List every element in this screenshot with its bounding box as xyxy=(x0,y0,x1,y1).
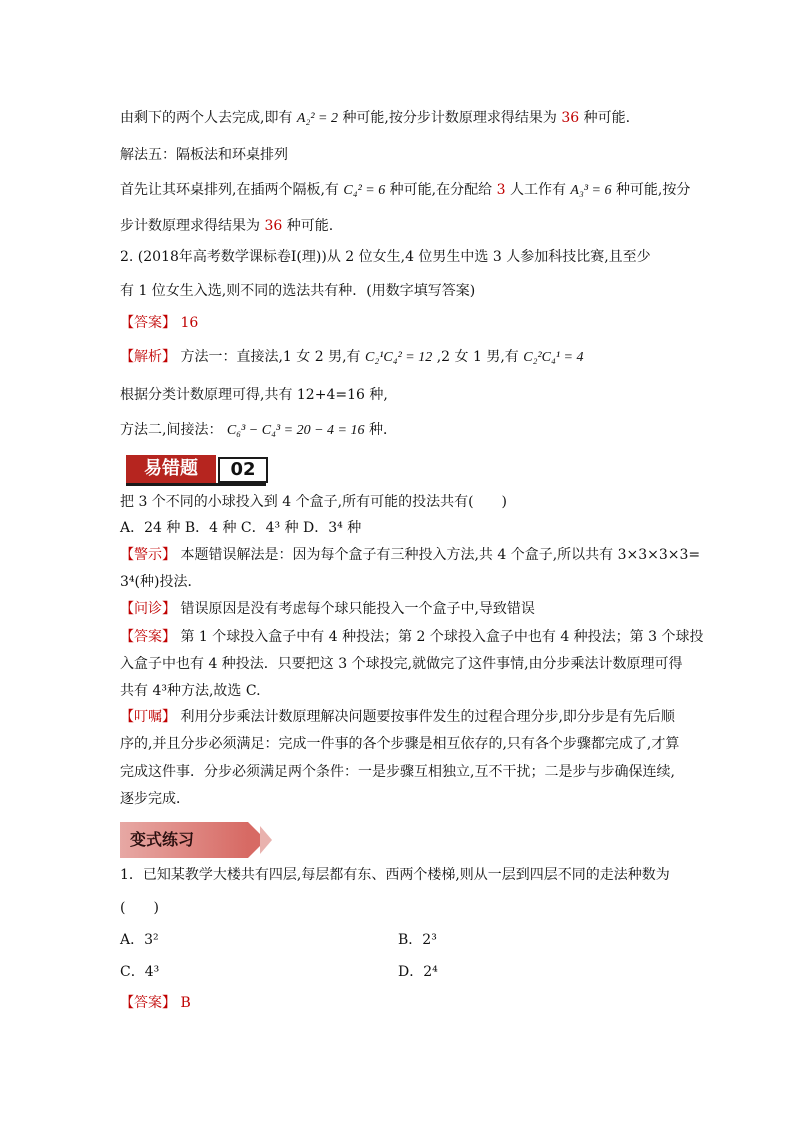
text-segment: 人工作有 xyxy=(509,182,566,198)
diagnosis-line xyxy=(120,600,535,618)
text-segment: 步计数原理求得结果为 xyxy=(120,218,260,234)
text-segment: 由剩下的两个人去完成,即有 xyxy=(120,110,293,126)
text-line: 共有 4³种方法,故选 C. xyxy=(120,683,261,699)
question-line: ( ) xyxy=(120,900,159,916)
question-line: 1．已知某教学大楼共有四层,每层都有东、西两个楼梯,则从一层到四层不同的走法种数为 xyxy=(120,867,670,883)
text-line: 入盒子中也有 4 种投法．只要把这 3 个球投完,就做完了这件事情,由分步乘法计数原理可得 xyxy=(120,656,683,672)
answer-value: 16 xyxy=(180,315,199,331)
question-line: 2. (2018年高考数学课标卷Ⅰ(理))从 2 位女生,4 位男生中选 3 人参加科技比赛,且至少 xyxy=(120,249,651,265)
option-b: B．2³ xyxy=(398,932,437,948)
text-line: 逐步完成． xyxy=(120,791,190,807)
answer-tag: 【答案】 xyxy=(120,315,176,331)
math-expression: C₄² = 6 xyxy=(343,183,386,198)
math-expression: A₃³ = 6 xyxy=(570,183,612,198)
text-segment: 方法一：直接法,1 女 2 男,有 xyxy=(180,349,361,365)
text-segment: 种可能,按分步计数原理求得结果为 xyxy=(342,110,557,126)
text-line xyxy=(120,109,630,128)
text-line xyxy=(120,217,333,235)
text-segment: 本题错误解法是：因为每个盒子有三种投入方法,共 4 个盒子,所以共有 3×3×3×3= xyxy=(180,547,701,563)
answer-line xyxy=(120,994,191,1012)
highlight-number: 36 xyxy=(561,110,580,126)
practice-banner xyxy=(120,822,270,858)
banner-label: 易错题 xyxy=(126,455,216,483)
math-expression: C₆³ − C₄³ = 20 − 4 = 16 xyxy=(226,423,365,438)
option-a: A．3² xyxy=(120,932,159,948)
answer-value: B xyxy=(180,995,191,1011)
option-d: D．2⁴ xyxy=(398,964,438,980)
text-line xyxy=(120,181,690,200)
highlight-number: 3 xyxy=(496,182,506,198)
tip-tag: 【叮嘱】 xyxy=(120,709,176,725)
text-line: 完成这件事．分步必须满足两个条件：一是步骤互相独立,互不干扰；二是步与步确保连续, xyxy=(120,764,675,780)
warning-tag: 【警示】 xyxy=(120,547,176,563)
math-expression: C₂²C₄¹ = 4 xyxy=(523,350,584,365)
math-expression: A₂² = 2 xyxy=(296,111,338,126)
banner-label: 变式练习 xyxy=(120,822,248,858)
answer-line xyxy=(120,314,198,332)
text-line xyxy=(120,421,397,440)
text-segment: 种可能,在分配给 xyxy=(389,182,493,198)
text-segment: 首先让其环桌排列,在插两个隔板,有 xyxy=(120,182,339,198)
tip-line xyxy=(120,708,675,726)
banner-number: 02 xyxy=(218,457,268,483)
solution-heading: 解法五：隔板法和环桌排列 xyxy=(120,147,288,163)
text-segment: 种可能. xyxy=(583,110,631,126)
answer-line xyxy=(120,628,704,646)
option-c: C．4³ xyxy=(120,964,160,980)
question-line: 有 1 位女生入选,则不同的选法共有种．(用数字填写答案) xyxy=(120,283,476,299)
highlight-number: 36 xyxy=(264,218,283,234)
text-segment: 方法二,间接法： xyxy=(120,422,223,438)
options-line: A．24 种 B．4 种 C．4³ 种 D．3⁴ 种 xyxy=(120,520,362,536)
text-line: 序的,并且分步必须满足：完成一件事的各个步骤是相互依存的,只有各个步骤都完成了,才算 xyxy=(120,736,680,752)
diagnosis-tag: 【问诊】 xyxy=(120,601,176,617)
analysis-line xyxy=(120,348,584,367)
warning-line xyxy=(120,546,700,564)
text-segment: 种． xyxy=(368,422,397,438)
text-segment: 错误原因是没有考虑每个球只能投入一个盒子中,导致错误 xyxy=(180,601,535,617)
analysis-tag: 【解析】 xyxy=(120,349,176,365)
text-segment: 种可能,按分 xyxy=(615,182,691,198)
banner-arrow-accent xyxy=(260,826,272,854)
answer-tag: 【答案】 xyxy=(120,629,176,645)
text-segment: 第 1 个球投入盒子中有 4 种投法；第 2 个球投入盒子中也有 4 种投法；第 3 个球投 xyxy=(180,629,704,645)
text-line: 根据分类计数原理可得,共有 12+4=16 种, xyxy=(120,387,388,403)
math-expression: C₂¹C₄² = 12 xyxy=(364,350,433,365)
answer-tag: 【答案】 xyxy=(120,995,176,1011)
question-line: 把 3 个不同的小球投入到 4 个盒子,所有可能的投法共有( ) xyxy=(120,494,507,510)
text-segment: ,2 女 1 男,有 xyxy=(436,349,519,365)
error-prone-banner xyxy=(126,455,266,483)
text-segment: 种可能. xyxy=(286,218,334,234)
banner-underline xyxy=(126,483,266,486)
text-line: 3⁴(种)投法． xyxy=(120,574,202,590)
text-segment: 利用分步乘法计数原理解决问题要按事件发生的过程合理分步,即分步是有先后顺 xyxy=(180,709,675,725)
